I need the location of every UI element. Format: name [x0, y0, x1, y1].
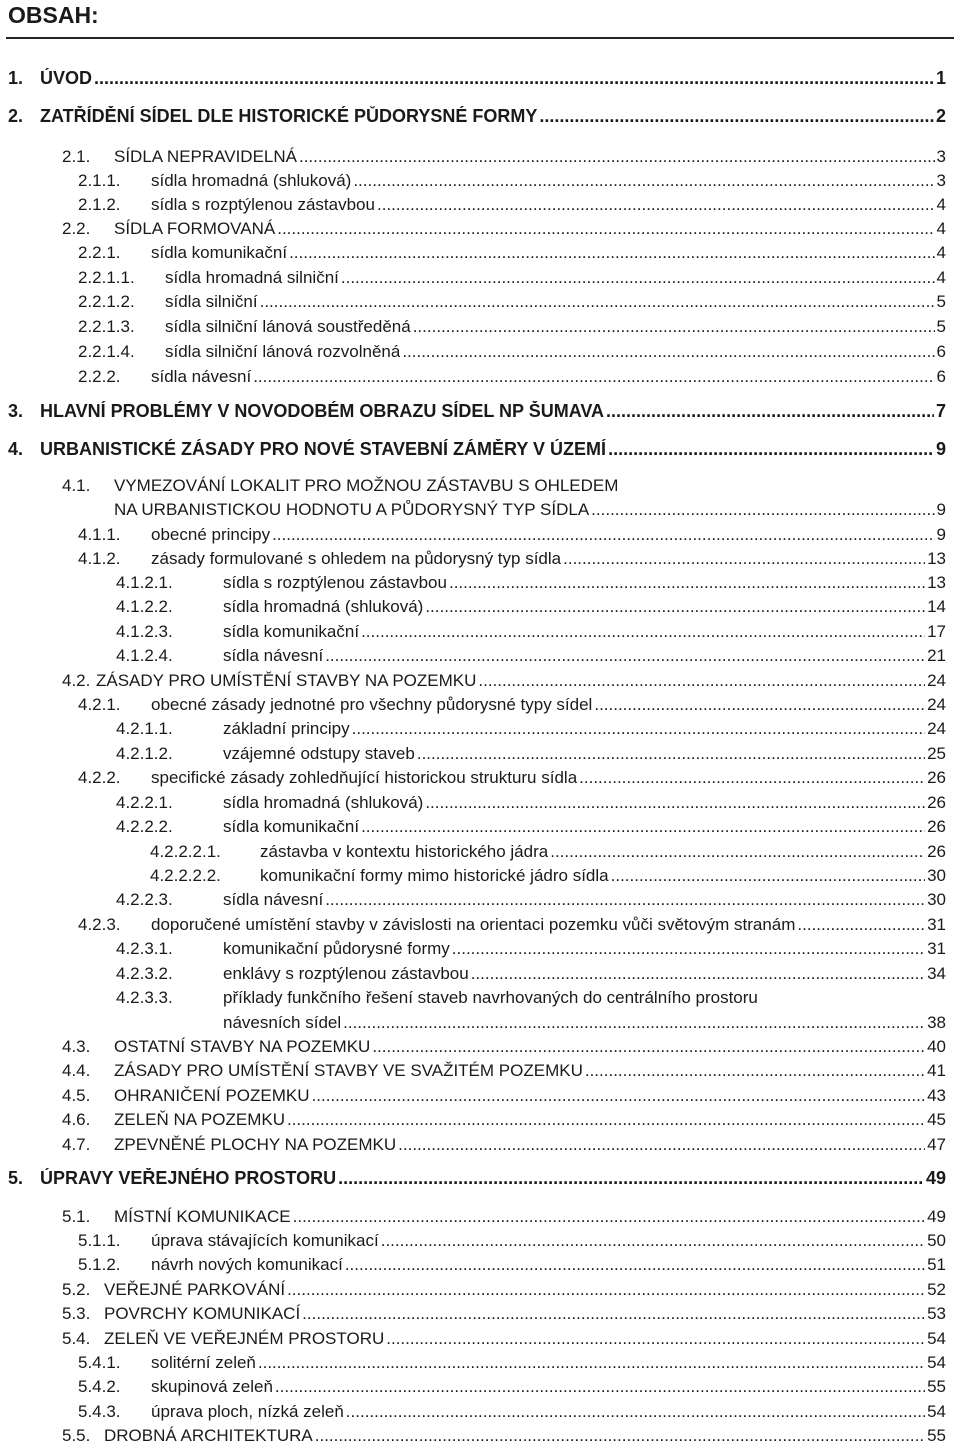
toc-entry-page: 31	[927, 915, 946, 934]
toc-entry[interactable]	[0, 193, 946, 215]
toc-entry-title: ZÁSADY PRO UMÍSTĚNÍ STAVBY VE SVAŽITÉM POZEMKU	[114, 1061, 583, 1080]
toc-entry-title: sídla návesní	[223, 646, 324, 665]
toc-entry-number: 4.1.2.1.	[116, 573, 173, 592]
toc-entry-number: 2.2.1.2.	[78, 292, 135, 311]
toc-dot-leader	[398, 1135, 925, 1155]
toc-entry-title: OSTATNÍ STAVBY NA POZEMKU	[114, 1037, 371, 1056]
toc-entry[interactable]	[0, 1327, 946, 1349]
toc-entry-title: enklávy s rozptýlenou zástavbou	[223, 964, 469, 983]
toc-dot-leader	[361, 622, 925, 642]
toc-entry-number: 4.1.	[62, 476, 91, 495]
toc-dot-leader	[293, 1207, 925, 1227]
toc-entry-title: sídla silniční lánová rozvolněná	[165, 342, 401, 361]
toc-dot-leader	[352, 719, 925, 739]
toc-entry[interactable]	[0, 1253, 946, 1275]
toc-entry[interactable]	[0, 1229, 946, 1251]
toc-dot-leader	[579, 768, 925, 788]
toc-entry-number: 4.2.2.2.1.	[150, 842, 221, 861]
toc-entry-title: skupinová zeleň	[151, 1377, 273, 1396]
toc-dot-leader	[325, 646, 925, 666]
toc-entry-page: 5	[936, 317, 946, 336]
toc-entry-number: 5.3.	[62, 1304, 91, 1323]
toc-entry-page: 25	[927, 744, 946, 763]
toc-dot-leader	[260, 292, 935, 312]
toc-entry-page: 30	[927, 890, 946, 909]
toc-entry[interactable]	[0, 169, 946, 191]
toc-entry-page: 13	[927, 573, 946, 592]
toc-entry-title: sídla s rozptýlenou zástavbou	[151, 195, 375, 214]
toc-entry-title: sídla komunikační	[151, 243, 288, 262]
toc-entry-number: 1.	[8, 68, 24, 88]
toc-entry-title: sídla hromadná (shluková)	[151, 171, 352, 190]
toc-dot-leader	[611, 866, 925, 886]
toc-entry-title: DROBNÁ ARCHITEKTURA	[104, 1426, 313, 1445]
toc-entry-page: 52	[927, 1280, 946, 1299]
toc-dot-leader	[94, 68, 934, 88]
toc-entry-number: 5.4.1.	[78, 1353, 121, 1372]
toc-entry[interactable]	[0, 937, 946, 959]
toc-entry-title: sídla návesní	[151, 367, 252, 386]
toc-entry[interactable]	[0, 266, 946, 288]
toc-entry-page: 3	[936, 171, 946, 190]
toc-dot-leader	[361, 817, 925, 837]
toc-entry-page: 43	[927, 1086, 946, 1105]
toc-entry[interactable]	[0, 1084, 946, 1106]
toc-entry-page: 45	[927, 1110, 946, 1129]
toc-entry-page: 9	[936, 500, 946, 519]
toc-entry-title: ZÁSADY PRO UMÍSTĚNÍ STAVBY NA POZEMKU	[96, 671, 477, 690]
toc-entry-title: ÚPRAVY VEŘEJNÉHO PROSTORU	[40, 1168, 337, 1188]
toc-dot-leader	[299, 147, 935, 167]
toc-dot-leader	[591, 500, 934, 520]
toc-entry-page: 53	[927, 1304, 946, 1323]
toc-dot-leader	[381, 1231, 925, 1251]
toc-entry-page: 24	[927, 695, 946, 714]
toc-entry-number: 4.2.3.	[78, 915, 121, 934]
toc-entry-page: 26	[927, 842, 946, 861]
toc-dot-leader	[275, 1377, 925, 1397]
toc-dot-leader	[417, 744, 925, 764]
toc-entry-number: 4.2.3.1.	[116, 939, 173, 958]
toc-entry-title: úprava stávajících komunikací	[151, 1231, 379, 1250]
toc-dot-leader	[413, 317, 935, 337]
toc-dot-leader	[277, 219, 934, 239]
toc-entry-title: specifické zásady zohledňující historickou strukturu sídla	[151, 768, 578, 787]
toc-entry-number: 4.1.2.	[78, 549, 121, 568]
toc-entry[interactable]	[0, 1278, 946, 1300]
toc-entry-number: 4.2.3.3.	[116, 988, 173, 1007]
toc-entry-title: komunikační formy mimo historické jádro sídla	[260, 866, 609, 885]
toc-entry[interactable]	[0, 315, 946, 337]
toc-entry[interactable]	[0, 815, 946, 837]
toc-entry-page: 26	[927, 768, 946, 787]
toc-dot-leader	[287, 1110, 925, 1130]
toc-entry-page: 6	[936, 342, 946, 361]
toc-entry-number: 5.4.2.	[78, 1377, 121, 1396]
toc-dot-leader	[452, 939, 925, 959]
toc-entry-page: 49	[927, 1207, 946, 1226]
toc-entry-number: 4.2.2.3.	[116, 890, 173, 909]
toc-dot-leader	[272, 525, 934, 545]
toc-entry-title: úprava ploch, nízká zeleň	[151, 1402, 344, 1421]
toc-entry-title: MÍSTNÍ KOMUNIKACE	[114, 1207, 291, 1226]
toc-entry-number: 5.4.3.	[78, 1402, 121, 1421]
toc-dot-leader	[258, 1353, 925, 1373]
toc-entry-page: 54	[927, 1353, 946, 1372]
toc-entry-page: 55	[927, 1426, 946, 1445]
toc-entry-number: 4.2.1.1.	[116, 719, 173, 738]
toc-entry-number: 4.1.2.2.	[116, 597, 173, 616]
toc-dot-leader	[594, 695, 925, 715]
toc-dot-leader	[585, 1061, 925, 1081]
toc-entry-number: 2.2.1.4.	[78, 342, 135, 361]
toc-entry-number: 2.1.2.	[78, 195, 121, 214]
toc-entry-title: základní principy	[223, 719, 350, 738]
toc-entry-title: OHRANIČENÍ POZEMKU	[114, 1086, 310, 1105]
toc-entry[interactable]	[0, 66, 946, 88]
toc-dot-leader	[315, 1426, 925, 1446]
toc-entry-page: 40	[927, 1037, 946, 1056]
toc-entry-number: 2.2.2.	[78, 367, 121, 386]
toc-entry-page: 5	[936, 292, 946, 311]
toc-entry-title: obecné zásady jednotné pro všechny půdorysné typy sídel	[151, 695, 593, 714]
toc-entry-number: 4.4.	[62, 1061, 91, 1080]
toc-entry[interactable]	[0, 104, 946, 126]
toc-entry-number: 4.	[8, 439, 24, 459]
toc-dot-leader	[289, 243, 934, 263]
toc-entry-number: 4.2.2.1.	[116, 793, 173, 812]
toc-dot-leader	[478, 671, 925, 691]
toc-entry-page: 24	[927, 719, 946, 738]
toc-entry-page: 9	[936, 525, 946, 544]
toc-entry-number: 5.	[8, 1168, 24, 1188]
toc-entry-number: 4.6.	[62, 1110, 91, 1129]
toc-entry-title: zástavba v kontextu historického jádra	[260, 842, 549, 861]
toc-entry[interactable]	[0, 437, 946, 459]
toc-entry-page: 26	[927, 793, 946, 812]
toc-entry-page: 51	[927, 1255, 946, 1274]
toc-entry[interactable]	[0, 241, 946, 263]
toc-entry-title: VEŘEJNÉ PARKOVÁNÍ	[104, 1280, 286, 1299]
toc-entry-number: 5.4.	[62, 1329, 91, 1348]
toc-entry-title: doporučené umístění stavby v závislosti na orientaci pozemku vůči světovým stranám	[151, 915, 796, 934]
toc-entry-page: 4	[936, 268, 946, 287]
toc-entry-title: ZELEŇ NA POZEMKU	[114, 1110, 285, 1129]
toc-entry-page: 4	[936, 243, 946, 262]
toc-entry-title: zásady formulované s ohledem na půdorysný typ sídla	[151, 549, 562, 568]
toc-entry[interactable]	[0, 1133, 946, 1155]
toc-entry-number: 4.1.2.3.	[116, 622, 173, 641]
toc-entry-page: 24	[927, 671, 946, 690]
toc-entry-page: 30	[927, 866, 946, 885]
toc-dot-leader	[550, 842, 925, 862]
toc-entry-number: 5.1.	[62, 1207, 91, 1226]
toc-entry-number: 4.2.3.2.	[116, 964, 173, 983]
toc-entry[interactable]	[0, 498, 946, 520]
toc-dot-leader	[253, 367, 934, 387]
toc-dot-leader	[471, 964, 925, 984]
toc-entry-number: 5.1.1.	[78, 1231, 121, 1250]
toc-dot-leader	[608, 439, 934, 459]
toc-entry[interactable]	[0, 791, 946, 813]
toc-dot-leader	[449, 573, 925, 593]
toc-entry-number: 2.1.	[62, 147, 91, 166]
toc-entry[interactable]	[0, 474, 946, 496]
toc-entry-page: 21	[927, 646, 946, 665]
toc-entry[interactable]	[0, 840, 946, 862]
toc-entry[interactable]	[0, 217, 946, 239]
toc-entry[interactable]	[0, 1108, 946, 1130]
toc-entry-title: sídla silniční lánová soustředěná	[165, 317, 411, 336]
toc-dot-leader	[312, 1086, 926, 1106]
toc-dot-leader	[341, 268, 935, 288]
toc-entry-page: 50	[927, 1231, 946, 1250]
toc-entry-page: 54	[927, 1329, 946, 1348]
toc-dot-leader	[606, 401, 934, 421]
toc-entry[interactable]	[0, 644, 946, 666]
toc-entry-title: návrh nových komunikací	[151, 1255, 343, 1274]
toc-dot-leader	[797, 915, 925, 935]
page-title: OBSAH:	[8, 2, 99, 28]
toc-entry-number: 2.	[8, 106, 24, 126]
toc-entry[interactable]	[0, 399, 946, 421]
toc-dot-leader	[343, 1013, 925, 1033]
toc-entry[interactable]	[0, 693, 946, 715]
toc-entry-number: 4.2.1.2.	[116, 744, 173, 763]
toc-entry-title: sídla návesní	[223, 890, 324, 909]
toc-entry-title: POVRCHY KOMUNIKACÍ	[104, 1304, 301, 1323]
toc-entry-page: 1	[935, 68, 946, 88]
toc-entry-number: 4.1.2.4.	[116, 646, 173, 665]
toc-dot-leader	[346, 1402, 925, 1422]
toc-entry-title: návesních sídel	[223, 1013, 342, 1032]
toc-entry[interactable]	[0, 1302, 946, 1324]
toc-entry[interactable]	[0, 145, 946, 167]
toc-entry-title: sídla hromadná (shluková)	[223, 597, 424, 616]
toc-entry-title: ZPEVNĚNÉ PLOCHY NA POZEMKU	[114, 1135, 397, 1154]
toc-entry[interactable]	[0, 717, 946, 739]
toc-entry-page: 3	[936, 147, 946, 166]
toc-entry[interactable]	[0, 669, 946, 691]
toc-entry-title: ZELEŇ VE VEŘEJNÉM PROSTORU	[104, 1329, 385, 1348]
toc-entry-page: 13	[927, 549, 946, 568]
toc-entry[interactable]	[0, 766, 946, 788]
toc-entry-number: 4.3.	[62, 1037, 91, 1056]
toc-entry[interactable]	[0, 365, 946, 387]
toc-entry-title: komunikační půdorysné formy	[223, 939, 450, 958]
toc-entry-title: sídla komunikační	[223, 817, 360, 836]
toc-entry-page: 6	[936, 367, 946, 386]
toc-dot-leader	[386, 1329, 925, 1349]
toc-entry-number: 4.7.	[62, 1135, 91, 1154]
toc-entry-number: 4.2.2.2.	[116, 817, 173, 836]
toc-entry[interactable]	[0, 1205, 946, 1227]
toc-entry[interactable]	[0, 742, 946, 764]
toc-dot-leader	[539, 106, 934, 126]
toc-entry-number: 4.2.2.	[78, 768, 121, 787]
toc-dot-leader	[563, 549, 925, 569]
toc-entry[interactable]	[0, 864, 946, 886]
toc-entry-number: 2.1.1.	[78, 171, 121, 190]
toc-entry[interactable]	[0, 913, 946, 935]
toc-entry-title: sídla komunikační	[223, 622, 360, 641]
toc-entry[interactable]	[0, 595, 946, 617]
toc-dot-leader	[372, 1037, 925, 1057]
toc-entry[interactable]	[0, 547, 946, 569]
toc-entry-number: 4.5.	[62, 1086, 91, 1105]
toc-entry-number: 5.5.	[62, 1426, 91, 1445]
toc-entry-page: 49	[925, 1168, 946, 1188]
toc-entry[interactable]	[0, 523, 946, 545]
toc-entry[interactable]	[0, 1035, 946, 1057]
toc-entry-title: obecné principy	[151, 525, 271, 544]
toc-entry[interactable]	[0, 620, 946, 642]
toc-entry-number: 2.2.1.1.	[78, 268, 135, 287]
toc-entry-title: URBANISTICKÉ ZÁSADY PRO NOVÉ STAVEBNÍ ZÁMĚRY V ÚZEMÍ	[40, 439, 607, 459]
toc-entry-title: vzájemné odstupy staveb	[223, 744, 415, 763]
toc-entry-page: 54	[927, 1402, 946, 1421]
toc-entry[interactable]	[0, 290, 946, 312]
toc-entry-page: 17	[927, 622, 946, 641]
toc-entry-title: ÚVOD	[40, 68, 93, 88]
toc-entry[interactable]	[0, 1011, 946, 1033]
toc-entry-title: sídla hromadná (shluková)	[223, 793, 424, 812]
toc-entry-page: 55	[927, 1377, 946, 1396]
toc-entry[interactable]	[0, 571, 946, 593]
toc-dot-leader	[345, 1255, 925, 1275]
toc-entry[interactable]	[0, 962, 946, 984]
toc-entry-title: příklady funkčního řešení staveb navrhovaných do centrálního prostoru	[223, 988, 758, 1007]
toc-entry-page: 26	[927, 817, 946, 836]
toc-entry-title: NA URBANISTICKOU HODNOTU A PŮDORYSNÝ TYP SÍDLA	[114, 500, 590, 519]
toc-dot-leader	[377, 195, 935, 215]
toc-entry-number: 4.2.2.2.2.	[150, 866, 221, 885]
toc-entry-title: sídla hromadná silniční	[165, 268, 339, 287]
toc-dot-leader	[402, 342, 934, 362]
toc-dot-leader	[425, 597, 925, 617]
toc-entry-number: 2.2.1.3.	[78, 317, 135, 336]
toc-entry-page: 7	[935, 401, 946, 421]
toc-entry-title: sídla s rozptýlenou zástavbou	[223, 573, 447, 592]
toc-entry-page: 38	[927, 1013, 946, 1032]
toc-entry-page: 2	[935, 106, 946, 126]
toc-entry-title: solitérní zeleň	[151, 1353, 256, 1372]
toc-entry-number: 4.2.	[62, 671, 91, 690]
toc-entry-title: ZATŘÍDĚNÍ SÍDEL DLE HISTORICKÉ PŮDORYSNÉ FORMY	[40, 106, 538, 126]
toc-entry-number: 3.	[8, 401, 24, 421]
toc-entry[interactable]	[0, 1424, 946, 1446]
toc-dot-leader	[338, 1168, 924, 1188]
toc-dot-leader	[287, 1280, 925, 1300]
toc-entry-title: HLAVNÍ PROBLÉMY V NOVODOBÉM OBRAZU SÍDEL NP ŠUMAVA	[40, 401, 605, 421]
toc-entry-number: 5.2.	[62, 1280, 91, 1299]
toc-entry-page: 9	[935, 439, 946, 459]
toc-entry[interactable]	[0, 1166, 946, 1188]
toc-entry-page: 47	[927, 1135, 946, 1154]
toc-entry[interactable]	[0, 1400, 946, 1422]
toc-entry-page: 41	[927, 1061, 946, 1080]
toc-entry-title: SÍDLA FORMOVANÁ	[114, 219, 276, 238]
toc-entry[interactable]	[0, 340, 946, 362]
toc-entry[interactable]	[0, 1351, 946, 1373]
toc-dot-leader	[302, 1304, 925, 1324]
toc-entry-number: 5.1.2.	[78, 1255, 121, 1274]
toc-entry-page: 14	[927, 597, 946, 616]
toc-dot-leader	[325, 890, 925, 910]
toc-entry-page: 34	[927, 964, 946, 983]
toc-entry-number: 4.2.1.	[78, 695, 121, 714]
toc-entry-title: sídla silniční	[165, 292, 258, 311]
toc-entry-title: SÍDLA NEPRAVIDELNÁ	[114, 147, 297, 166]
toc-dot-leader	[425, 793, 925, 813]
toc-entry-page: 4	[936, 195, 946, 214]
toc-entry-page: 4	[936, 219, 946, 238]
toc-entry-title: VYMEZOVÁNÍ LOKALIT PRO MOŽNOU ZÁSTAVBU S OHLEDEM	[114, 476, 619, 495]
toc-entry[interactable]	[0, 986, 946, 1008]
toc-entry[interactable]	[0, 1059, 946, 1081]
toc-entry-number: 2.2.1.	[78, 243, 121, 262]
toc-dot-leader	[353, 171, 934, 191]
toc-entry[interactable]	[0, 888, 946, 910]
toc-entry[interactable]	[0, 1375, 946, 1397]
toc-entry-page: 31	[927, 939, 946, 958]
toc-entry-number: 2.2.	[62, 219, 91, 238]
toc-entry-number: 4.1.1.	[78, 525, 121, 544]
